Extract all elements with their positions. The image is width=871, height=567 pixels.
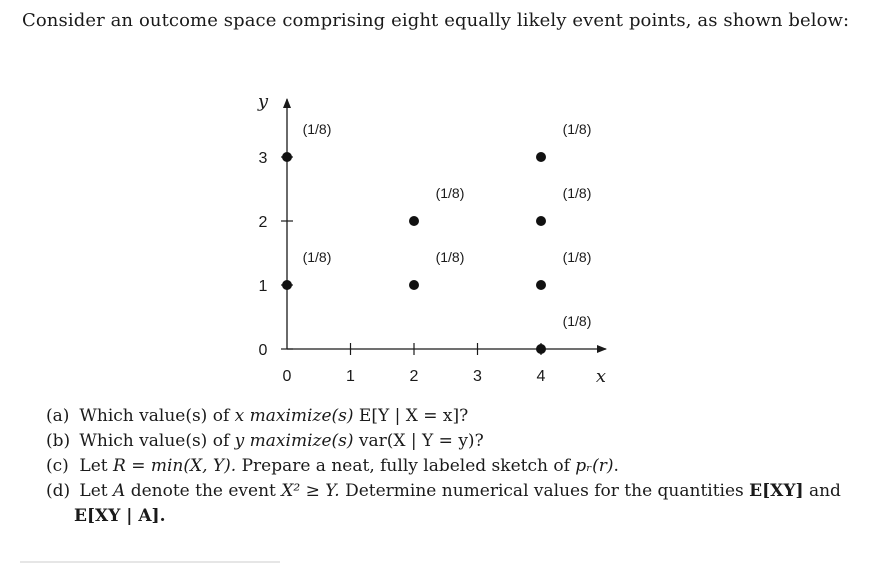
questions-block — [46, 404, 841, 529]
question-d-text3: Determine numerical values for the quantities — [345, 481, 744, 501]
intro-text: Consider an outcome space comprising eight equally likely event points, as shown below: — [22, 10, 850, 31]
probability-label: (1/8) — [562, 313, 592, 329]
data-point — [536, 152, 546, 162]
question-c-text1: Let — [79, 456, 108, 476]
question-d-var: A — [113, 481, 126, 501]
x-tick-label: 4 — [536, 368, 546, 385]
question-d-continuation — [46, 504, 841, 529]
probability-label: (1/8) — [435, 185, 465, 201]
question-b-lead: Which value(s) of — [79, 431, 230, 451]
x-axis-label: x — [595, 366, 607, 387]
question-a-emph: maximize(s) — [249, 406, 354, 426]
question-d-and: and — [808, 481, 841, 501]
question-b-var: y — [234, 431, 245, 451]
bottom-divider — [20, 561, 280, 563]
question-c-def: R = min(X, Y). — [113, 456, 237, 476]
y-tick-label: 2 — [258, 214, 268, 231]
question-c — [46, 454, 841, 479]
probability-label: (1/8) — [562, 249, 592, 265]
y-tick-label: 1 — [258, 278, 268, 295]
y-tick-label: 3 — [258, 150, 268, 167]
question-c-tag: (c) — [46, 456, 69, 476]
x-tick-label: 1 — [346, 368, 355, 385]
data-point — [536, 280, 546, 290]
question-d-q2: E[XY | A]. — [74, 506, 166, 526]
probability-label: (1/8) — [562, 185, 592, 201]
probability-label: (1/8) — [302, 121, 332, 137]
data-point — [536, 216, 546, 226]
probability-label: (1/8) — [435, 249, 465, 265]
question-a-expr: E[Y | X = x]? — [358, 406, 469, 426]
question-c-end: . — [613, 456, 619, 476]
probability-label: (1/8) — [562, 121, 592, 137]
question-b — [46, 429, 841, 454]
question-a-tag: (a) — [46, 406, 70, 426]
question-b-emph: maximize(s) — [249, 431, 354, 451]
question-d-text1: Let — [79, 481, 108, 501]
question-d-event: X² ≥ Y. — [281, 481, 340, 501]
question-d-tag: (d) — [46, 481, 71, 501]
question-d-q1: E[XY] — [749, 481, 804, 501]
data-point — [409, 280, 419, 290]
question-b-expr: var(X | Y = y)? — [358, 431, 484, 451]
data-point — [282, 280, 292, 290]
data-point — [282, 152, 292, 162]
y-tick-label: 0 — [258, 342, 268, 359]
question-c-pmf: pᵣ(r) — [575, 456, 614, 476]
question-d — [46, 479, 841, 504]
question-c-text2: Prepare a neat, fully labeled sketch of — [241, 456, 570, 476]
data-point — [409, 216, 419, 226]
question-d-text2: denote the event — [130, 481, 276, 501]
question-a — [46, 404, 841, 429]
data-point — [536, 344, 546, 354]
question-b-tag: (b) — [46, 431, 71, 451]
question-a-lead: Which value(s) of — [79, 406, 230, 426]
x-tick-label: 0 — [282, 368, 292, 385]
question-a-var: x — [234, 406, 245, 426]
x-tick-label: 3 — [473, 368, 482, 385]
y-axis-label: y — [257, 91, 269, 112]
x-tick-label: 2 — [409, 368, 419, 385]
probability-label: (1/8) — [302, 249, 332, 265]
